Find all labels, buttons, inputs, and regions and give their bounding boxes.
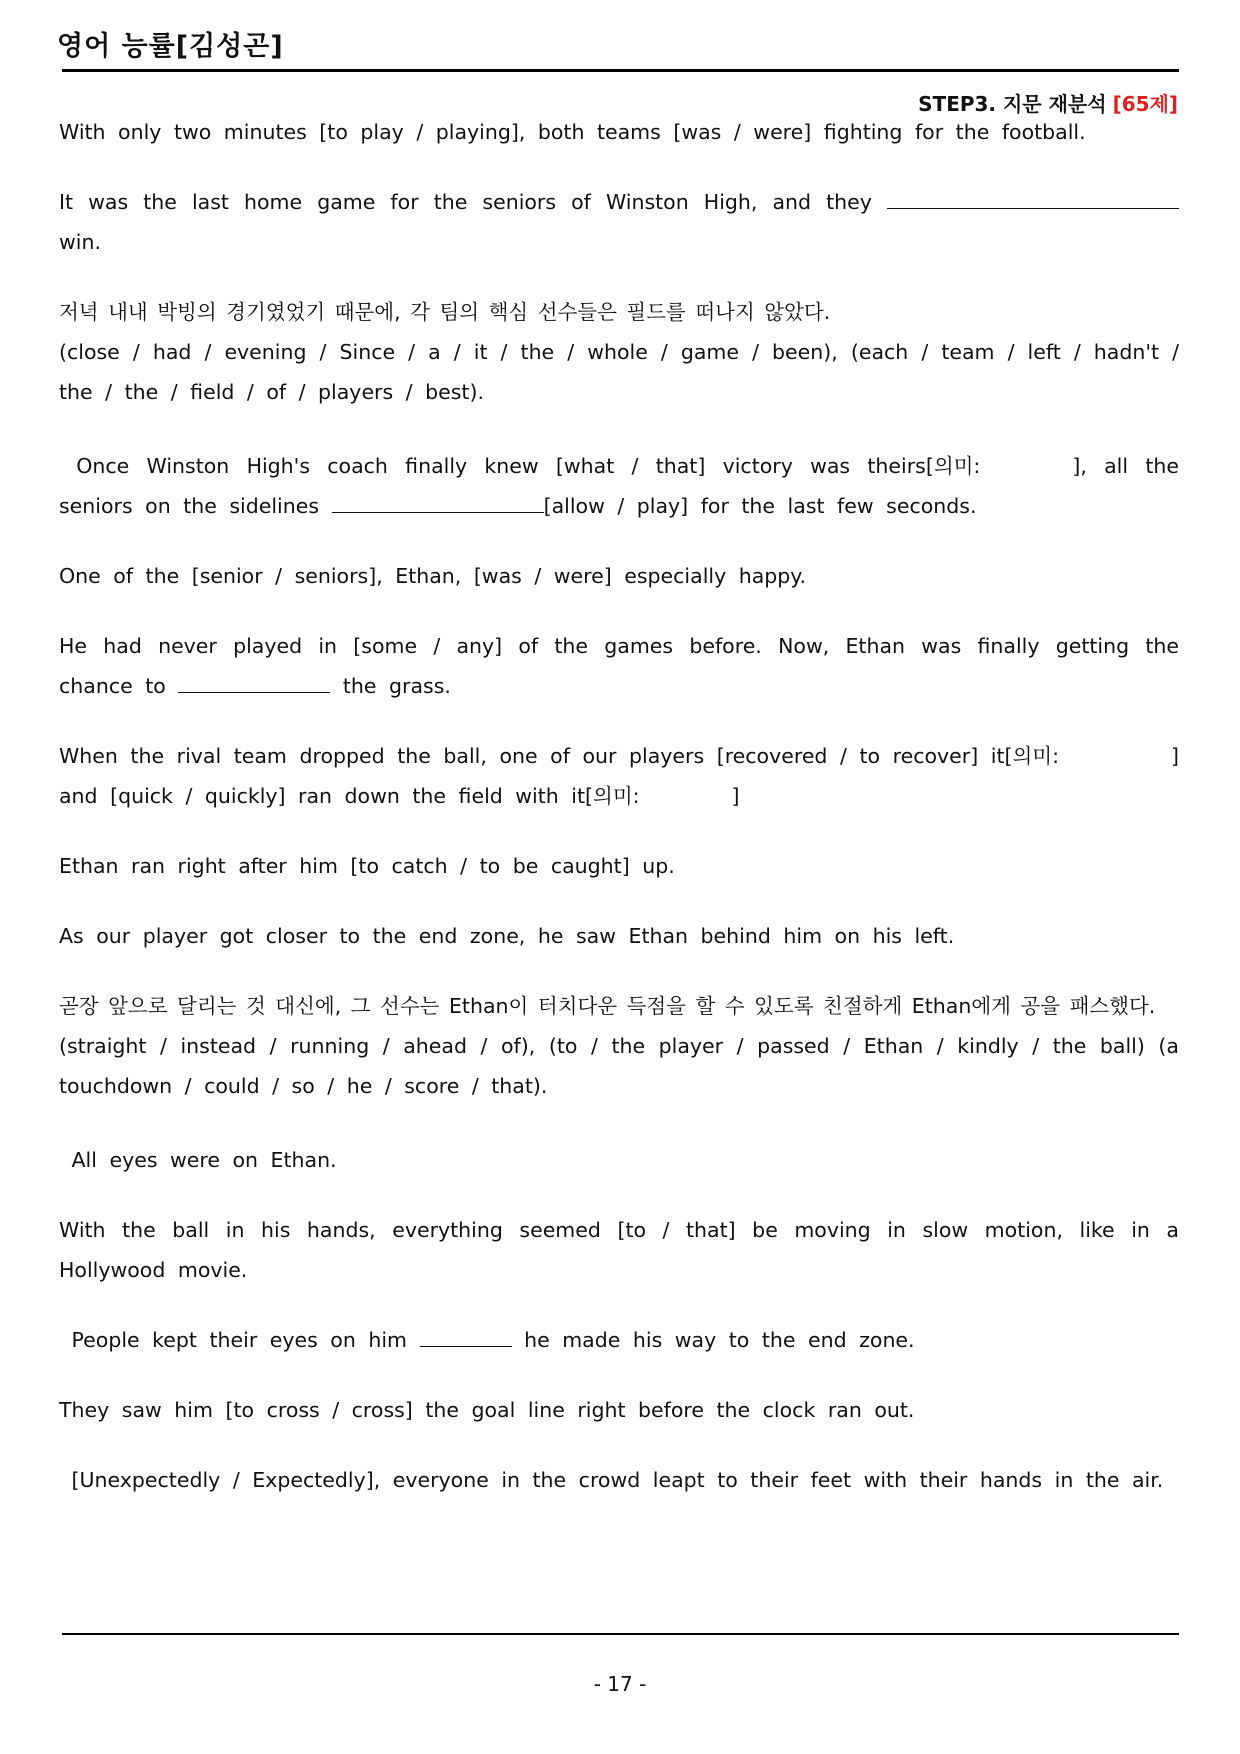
- sentence-3-scramble-text: (close / had / evening / Since / a / it / the / whole / game / been), (each / team / left / hadn't / the / the / field / of / players / best).: [59, 340, 1179, 404]
- sentence-2-text-end: win.: [59, 230, 101, 254]
- sentence-6-text-end: the grass.: [342, 674, 451, 698]
- sentence-13: [59, 1320, 1179, 1360]
- sentence-11: [59, 1140, 1179, 1180]
- sentence-1-text: With only two minutes [to play / playing], both teams [was / were] fighting for the football.: [59, 120, 1086, 144]
- step-title: STEP3. 지문 재분석: [918, 92, 1107, 116]
- sentence-4-text-start: Once Winston High's coach finally knew [what / that] victory was theirs[의미:: [76, 454, 981, 478]
- sentence-3-korean: [59, 292, 1179, 332]
- answer-blank[interactable]: [420, 1330, 512, 1347]
- sentence-13-text-start: People kept their eyes on him: [71, 1328, 408, 1352]
- sentence-9: [59, 916, 1179, 956]
- sentence-8: [59, 846, 1179, 886]
- sentence-10-korean-text: 곧장 앞으로 달리는 것 대신에, 그 선수는 Ethan이 터치다운 득점을 할 수 있도록 친절하게 Ethan에게 공을 패스했다.: [59, 994, 1156, 1018]
- sentence-14: [59, 1390, 1179, 1430]
- sentence-14-text: They saw him [to cross / cross] the goal line right before the clock ran out.: [59, 1398, 915, 1422]
- sentence-5-text: One of the [senior / seniors], Ethan, [was / were] especially happy.: [59, 564, 807, 588]
- answer-blank[interactable]: [887, 192, 1179, 209]
- sentence-7-text-end: ]: [731, 784, 740, 808]
- answer-blank[interactable]: [178, 676, 330, 693]
- sentence-12: [59, 1210, 1179, 1290]
- sentence-2-text-start: It was the last home game for the seniors of Winston High, and they: [59, 190, 872, 214]
- footer-divider: [62, 1633, 1179, 1635]
- sentence-15: [59, 1460, 1179, 1500]
- sentence-5: [59, 556, 1179, 596]
- sentence-10-scramble: [59, 1026, 1179, 1106]
- sentence-2: [59, 182, 1179, 262]
- sentence-7-text-middle: ] and [quick / quickly] ran down the field with it[의미:: [59, 744, 1179, 808]
- sentence-4-text-end: [allow / play] for the last few seconds.: [543, 494, 977, 518]
- sentence-12-text: With the ball in his hands, everything seemed [to / that] be moving in slow motion, like in a Hollywood movie.: [59, 1218, 1179, 1282]
- sentence-3-korean-text: 저녁 내내 박빙의 경기였었기 때문에, 각 팀의 핵심 선수들은 필드를 떠나지 않았다.: [59, 300, 831, 324]
- worksheet-body: [59, 112, 1179, 1500]
- sentence-3-scramble: [59, 332, 1179, 412]
- sentence-10-scramble-text: (straight / instead / running / ahead / of), (to / the player / passed / Ethan / kindly / the ball) (a touchdown / could / so / he / score / that).: [59, 1034, 1179, 1098]
- problem-count-tag: [65제]: [1112, 92, 1178, 116]
- sentence-1: [59, 112, 1179, 152]
- sentence-6: [59, 626, 1179, 706]
- page-number: - 17 -: [593, 1672, 647, 1696]
- sentence-7-text-start: When the rival team dropped the ball, one of our players [recovered / to recover] it[의미:: [59, 744, 1059, 768]
- sentence-6-text-start: He had never played in [some / any] of the games before. Now, Ethan was finally getting the chance to: [59, 634, 1179, 698]
- sentence-7: [59, 736, 1179, 816]
- sentence-8-text: Ethan ran right after him [to catch / to be caught] up.: [59, 854, 675, 878]
- sentence-11-text: All eyes were on Ethan.: [71, 1148, 337, 1172]
- sentence-4-text-middle: ], all the seniors on the sidelines: [59, 454, 1179, 518]
- page-header-title: 영어 능률[김성곤]: [57, 31, 284, 62]
- sentence-15-text: [Unexpectedly / Expectedly], everyone in the crowd leapt to their feet with their hands in the air.: [71, 1468, 1164, 1492]
- header-divider: [62, 69, 1179, 72]
- sentence-10-korean: [59, 986, 1179, 1026]
- sentence-4: [59, 446, 1179, 526]
- sentence-9-text: As our player got closer to the end zone, he saw Ethan behind him on his left.: [59, 924, 955, 948]
- answer-blank[interactable]: [332, 496, 544, 513]
- sentence-13-text-end: he made his way to the end zone.: [524, 1328, 915, 1352]
